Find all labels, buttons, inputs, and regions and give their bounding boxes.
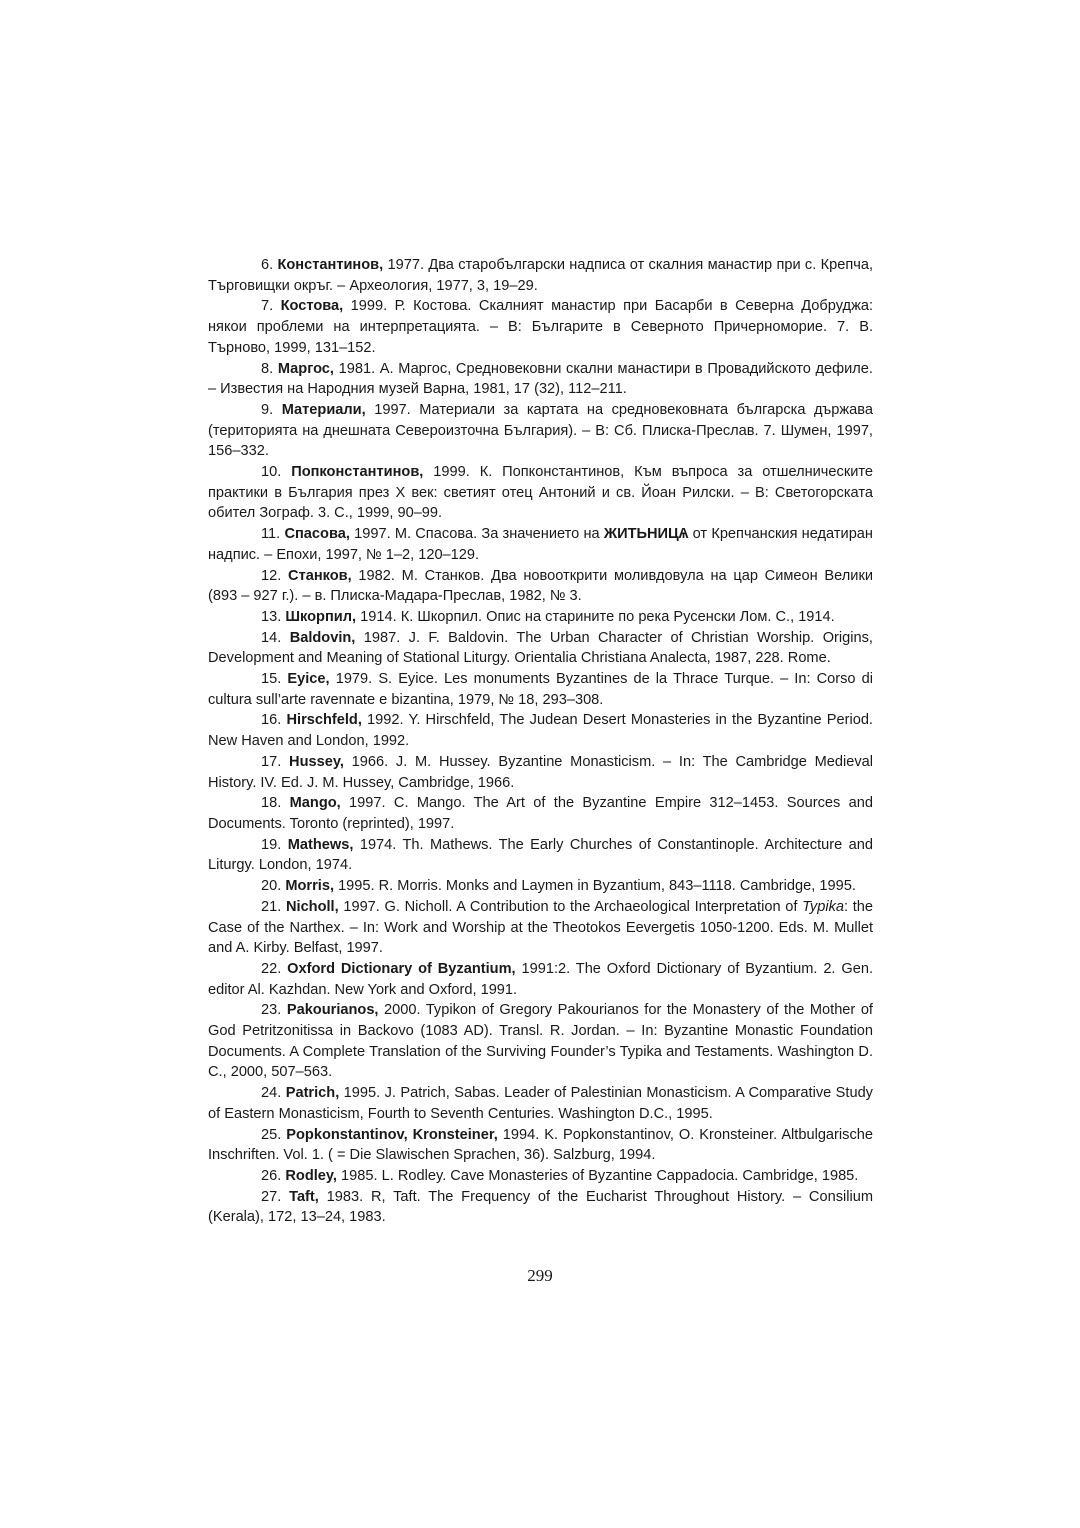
reference-author: Костова,: [280, 298, 344, 315]
reference-text: 1991:2. The Oxford Dictionary of Byzantium. 2. Gen. editor Al. Kazhdan. New York and Oxford, 1991.: [208, 960, 873, 998]
reference-italic: Typika: [802, 898, 844, 915]
reference-number: 22.: [261, 960, 282, 977]
reference-text: 1977. Два старобългарски надписа от скалния манастир при с. Крепча, Търговищки окръг. – Археология, 1977, 3, 19–29.: [208, 257, 873, 294]
reference-text: 1914. К. Шкорпил. Опис на старините по река Русенски Лом. С., 1914.: [356, 608, 835, 625]
reference-entry: [208, 1000, 873, 1083]
reference-author: Маргос,: [277, 360, 334, 377]
reference-entry: [208, 400, 873, 462]
reference-entry: [208, 959, 873, 1000]
reference-entry: [208, 359, 873, 400]
reference-number: 20.: [261, 878, 282, 895]
reference-number: 8.: [261, 360, 274, 377]
reference-entry: [208, 607, 873, 628]
reference-author: Hussey,: [289, 753, 344, 770]
reference-entry: [208, 1187, 873, 1228]
reference-number: 19.: [261, 836, 282, 853]
reference-text: 1979. S. Eyice. Les monuments Byzantines de la Thrace Turque. – In: Corso di cultura sull’arte ravennate e bizantina, 1979, № 18, 293–308.: [208, 671, 874, 708]
reference-text: 1987. J. F. Baldovin. The Urban Character of Christian Worship. Origins, Development and Meaning of Stational Liturgy. Orientalia Christiana Analecta, 1987, 228. Rome.: [208, 629, 873, 667]
reference-text: 1997. М. Спасова. За значението на: [349, 526, 604, 543]
reference-number: 25.: [261, 1126, 282, 1143]
reference-number: 24.: [261, 1085, 282, 1102]
reference-author: Nicholl,: [285, 898, 339, 915]
reference-author: Hirschfeld,: [286, 712, 362, 729]
reference-number: 26.: [261, 1167, 282, 1184]
reference-entry: [208, 835, 873, 876]
reference-author: Константинов,: [277, 257, 384, 273]
reference-number: 23.: [261, 1002, 282, 1019]
reference-entry: [208, 876, 873, 897]
reference-number: 11.: [261, 526, 281, 543]
reference-text: 1997. C. Mango. The Art of the Byzantine Empire 312–1453. Sources and Documents. Toronto (reprinted), 1997.: [208, 795, 873, 832]
reference-author: Eyice,: [287, 671, 330, 688]
reference-text-continued: от Крепчанския недатиран надпис. – Епохи, 1997, № 1–2, 120–129.: [208, 526, 873, 563]
reference-emphasis: ЖИТЬНИЦѦ: [603, 526, 689, 543]
reference-text: 1974. Th. Mathews. The Early Churches of Constantinople. Architecture and Liturgy. London, 1974.: [208, 836, 873, 874]
reference-text: 1995. R. Morris. Monks and Laymen in Byzantium, 843–1118. Cambridge, 1995.: [334, 878, 856, 895]
reference-author: Материали,: [281, 401, 366, 418]
reference-number: 14.: [261, 629, 282, 646]
reference-text: 1997. G. Nicholl. A Contribution to the Archaeological Interpretation of: [338, 898, 803, 915]
reference-entry: [208, 566, 873, 607]
reference-author: Morris,: [285, 878, 335, 895]
reference-author: Rodley,: [285, 1167, 337, 1184]
reference-entry: [208, 793, 873, 834]
reference-text: 1999. К. Попконстантинов, Към въпроса за отшелническите практики в България през X век: светият отец Антоний и св. Йоан Рилски. – В: Светогорската обител Зограф. 3. С., 1999, 90–99.: [208, 464, 873, 522]
reference-author: Oxford Dictionary of Byzantium,: [287, 960, 516, 977]
reference-entry: [208, 462, 873, 524]
reference-text-continued: : the Case of the Narthex. – In: Work and Worship at the Theotokos Eevergetis 1050-1200. Eds. M. Mullet and A. Kirby. Belfast, 1997.: [208, 898, 873, 957]
reference-entry: [208, 1083, 873, 1124]
reference-entry: [208, 752, 873, 793]
reference-text: 1966. J. M. Hussey. Byzantine Monasticism. – In: The Cambridge Medieval History. IV. Ed. J. M. Hussey, Cambridge, 1966.: [208, 753, 874, 791]
reference-number: 12.: [261, 567, 282, 584]
reference-author: Шкорпил,: [285, 608, 357, 625]
reference-entry: [208, 628, 873, 669]
reference-author: Pakourianos,: [286, 1002, 379, 1019]
reference-list: [208, 255, 873, 1228]
reference-number: 18.: [261, 795, 282, 812]
reference-number: 9.: [261, 401, 274, 418]
reference-entry: [208, 255, 873, 296]
reference-number: 7.: [261, 298, 274, 315]
reference-entry: [208, 296, 873, 358]
reference-text: 1995. J. Patrich, Sabas. Leader of Palestinian Monasticism. A Comparative Study of Eastern Monasticism, Fourth to Seventh Centuries. Washington D.C., 1995.: [208, 1085, 873, 1122]
page-number: 299: [527, 1266, 553, 1285]
reference-author: Popkonstantinov, Kronsteiner,: [286, 1126, 498, 1143]
reference-author: Попконстантинов,: [291, 464, 424, 481]
reference-entry: [208, 1166, 873, 1187]
reference-entry: [208, 897, 873, 959]
reference-text: 1997. Материали за картата на средновековната българска държава (територията на днешната Североизточна България). – В: Сб. Плиска-Преслав. 7. Шумен, 1997, 156–332.: [208, 401, 873, 460]
reference-text: 1983. R, Taft. The Frequency of the Eucharist Throughout History. – Consilium (Kerala), 172, 13–24, 1983.: [208, 1188, 873, 1226]
reference-text: 1992. Y. Hirschfeld, The Judean Desert Monasteries in the Byzantine Period. New Haven and London, 1992.: [208, 712, 873, 750]
reference-number: 27.: [261, 1188, 282, 1205]
reference-author: Спасова,: [284, 526, 350, 543]
reference-number: 6.: [261, 257, 274, 273]
reference-author: Taft,: [289, 1188, 319, 1205]
reference-author: Mango,: [289, 795, 341, 812]
reference-number: 17.: [261, 753, 282, 770]
reference-entry: [208, 669, 873, 710]
reference-text: 1994. K. Popkonstantinov, O. Kronsteiner. Altbulgarische Inschriften. Vol. 1. ( = Die Slawischen Sprachen, 36). Salzburg, 1994.: [208, 1126, 873, 1164]
reference-text: 1985. L. Rodley. Cave Monasteries of Byzantine Cappadocia. Cambridge, 1985.: [337, 1167, 859, 1184]
reference-text: 1982. М. Станков. Два новооткрити моливдовула на цар Симеон Велики (893 – 927 г.). – в. Плиска-Мадара-Преслав, 1982, № 3.: [208, 567, 873, 605]
reference-author: Baldovin,: [289, 629, 356, 646]
reference-text: 1999. Р. Костова. Скалният манастир при Басарби в Северна Добруджа: някои проблеми на интерпретацията. – В: Българите в Северното Причерноморие. 7. В. Търново, 1999, 131–152.: [208, 298, 873, 356]
reference-author: Mathews,: [287, 836, 354, 853]
reference-number: 10.: [261, 464, 282, 481]
reference-author: Станков,: [288, 567, 352, 584]
reference-number: 21.: [261, 898, 282, 915]
reference-text: 2000. Typikon of Gregory Pakourianos for the Monastery of the Mother of God Petritzonitissa in Backovo (1083 AD). Transl. R. Jordan. – In: Byzantine Monastic Foundation Documents. A Complete Translation of the Surviving Founder’s Typika and Testaments. Washington D. C., 2000, 507–563.: [208, 1002, 873, 1081]
reference-number: 15.: [261, 671, 282, 688]
reference-number: 13.: [261, 608, 282, 625]
reference-text: 1981. А. Маргос, Средновековни скални манастири в Провадийското дефиле. – Известия на Народния музей Варна, 1981, 17 (32), 112–211.: [208, 360, 873, 398]
reference-author: Patrich,: [285, 1085, 340, 1102]
reference-number: 16.: [261, 712, 282, 729]
reference-entry: [208, 524, 873, 565]
reference-entry: [208, 710, 873, 751]
reference-entry: [208, 1125, 873, 1166]
